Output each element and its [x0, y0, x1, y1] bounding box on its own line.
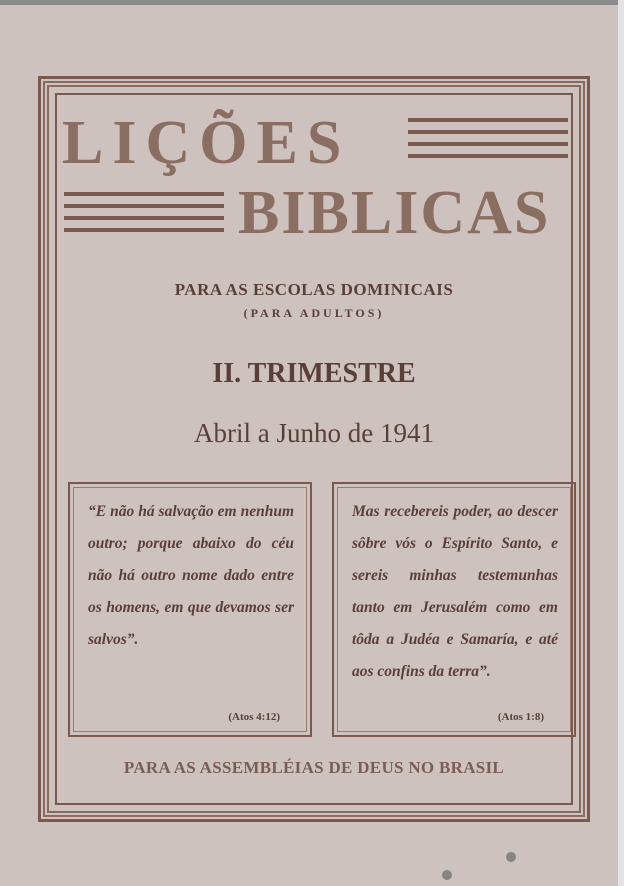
title-rule	[64, 216, 224, 220]
title-rule	[408, 154, 568, 158]
title-rule	[408, 142, 568, 146]
verse-text: “E não há salvação em nenhum outro; porque abaixo do céu não há outro nome dado entre os homens, em que devamos ser salvos”.	[88, 503, 294, 648]
verse-reference: (Atos 4:12)	[228, 711, 280, 723]
top-edge	[0, 0, 624, 5]
right-edge	[618, 0, 624, 886]
quarter-heading: II. TRIMESTRE	[212, 358, 416, 389]
title-biblicas: BIBLICAS	[238, 179, 551, 247]
title-rule	[408, 130, 568, 134]
title-rule	[64, 204, 224, 208]
footer-text: PARA AS ASSEMBLÉIAS DE DEUS NO BRASIL	[123, 758, 505, 777]
verse-reference: (Atos 1:8)	[497, 711, 544, 723]
audience-label: (PARA ADULTOS)	[243, 306, 385, 320]
print-smudge	[442, 870, 452, 880]
period-date: Abril a Junho de 1941	[194, 418, 434, 448]
title-rule	[64, 192, 224, 196]
verse-box-left	[68, 482, 312, 737]
title-rule	[64, 228, 224, 232]
print-smudge	[506, 852, 516, 862]
verse-box-right	[332, 482, 576, 737]
title-licoes: LIÇÕES	[62, 109, 351, 177]
verse-text: Mas recebereis poder, ao descer sôbre vós o Espírito Santo, e sereis minhas testemunhas tanto em Jerusalém como em tôda a Judéa e Samaría, e até aos confins da terra”.	[352, 503, 558, 680]
subtitle: PARA AS ESCOLAS DOMINICAIS	[174, 280, 454, 299]
title-rule	[408, 118, 568, 122]
